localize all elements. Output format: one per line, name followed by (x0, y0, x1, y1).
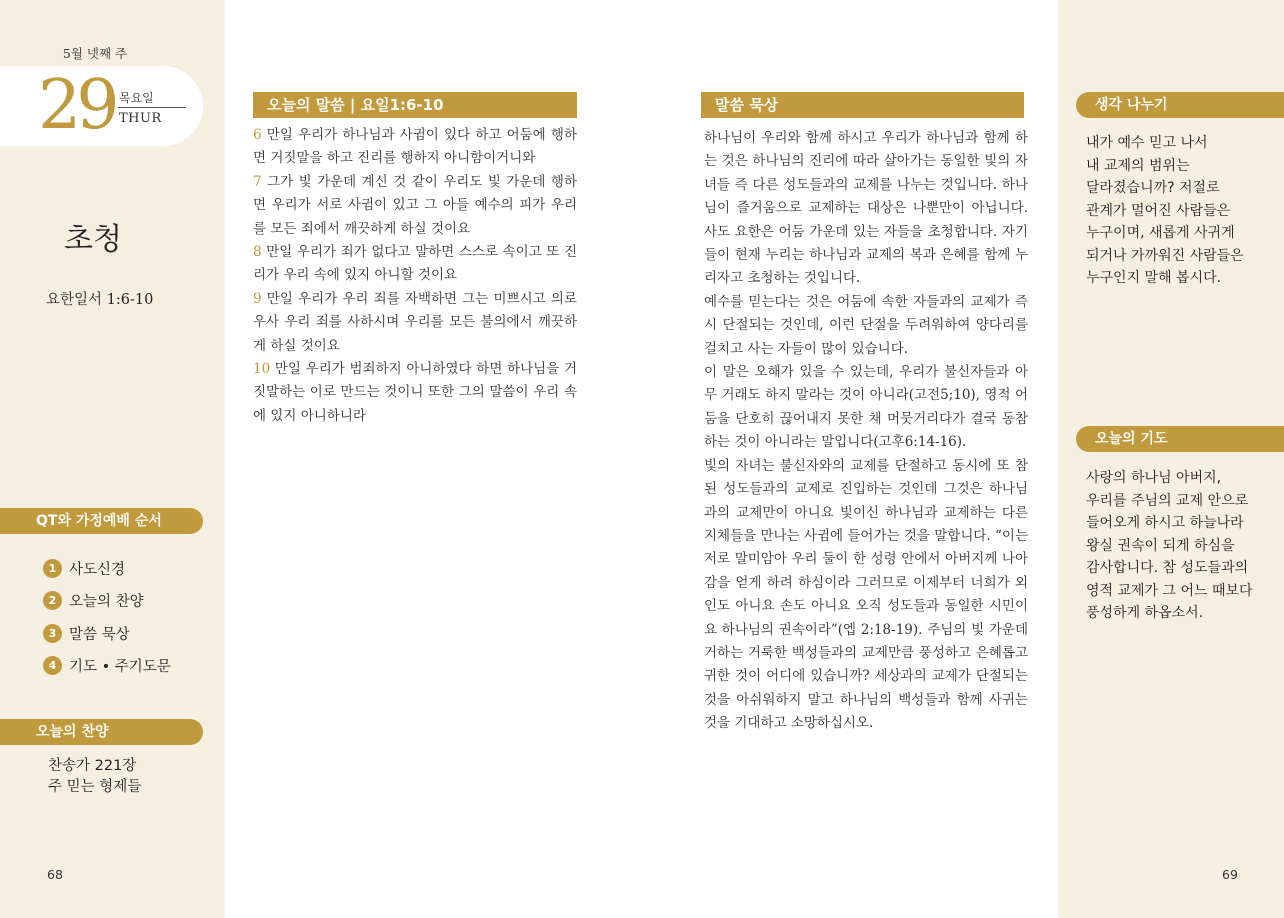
verse (253, 241, 577, 288)
hymn-header: 오늘의 찬양 (0, 719, 203, 745)
hymn-title: 주 믿는 형제들 (48, 779, 142, 795)
text-line: 들어오게 하시고 하늘나라 (1086, 515, 1244, 531)
number-badge: 2 (43, 591, 62, 610)
order-header: QT와 가정예배 순서 (0, 508, 203, 534)
text-line: 풍성하게 하옵소서. (1086, 605, 1204, 621)
verse-number: 9 (253, 290, 262, 307)
verse (253, 171, 577, 241)
number-badge: 4 (43, 656, 62, 675)
verse (253, 358, 577, 428)
page-number-left: 68 (47, 867, 63, 882)
paragraph: 빛의 자녀는 불신자와의 교제를 단절하고 동시에 또 참된 성도들과의 교제로 진입하는 것인데 그것은 하나님과의 교제만이 아니요 빛이신 하나님과 교제하는 다른 지체들을 만나는 사귐에 들어가는 것을 말합니다. “이는 저로 말미암아 우리 둘이 한 성령 안에서 아버지께 나아감을 얻게 하려 하심이라 그러므로 이제부터 너희가 외인도 아니요 손도 아니요 오직 성도들과 동일한 시민이요 하나님의 권속이라”(엡 2:18-19). 주님의 빛 가운데 거하는 거룩한 백성들과의 교제만큼 풍성하고 은혜롭고 귀한 것이 어디에 있습니까? 세상과의 교제가 단절되는 것을 아쉬워하지 말고 하나님의 백성들과 함께 사귀는 것을 기대하고 소망하십시오. (704, 457, 1028, 732)
text-line: 왕실 권속이 되게 하심을 (1086, 537, 1235, 554)
scripture-header: 오늘의 말씀 | 요일1:6-10 (253, 92, 577, 118)
scripture-text (253, 124, 577, 428)
verse-text: 만일 우리가 우리 죄를 자백하면 그는 미쁘시고 의로우사 우리 죄를 사하시며 우리를 모든 불의에서 깨끗하게 하실 것이요 (253, 290, 577, 354)
page-number-right: 69 (1222, 867, 1238, 882)
hymn-number: 찬송가 221장 (48, 758, 137, 774)
meditation-header: 말씀 묵상 (701, 92, 1024, 118)
text-line: 내 교제의 범위는 (1086, 157, 1190, 174)
list-item-label: 오늘의 찬양 (69, 594, 144, 611)
text-line: 달라졌습니까? 저절로 (1086, 180, 1220, 196)
page-title: 초청 (64, 222, 122, 257)
sharing-text (1086, 132, 1262, 290)
day-of-week-ko: 목요일 (119, 91, 154, 105)
text-line: 영적 교제가 그 어느 때보다 (1086, 582, 1253, 599)
paragraph: 이 말은 오해가 있을 수 있는데, 우리가 불신자들과 아무 거래도 하지 말라는 것이 아니라(고전5;10), 영적 어둠을 단호히 끊어내지 못한 채 머뭇거리다가 결국 동참하는 것이 아니라는 말입니다(고후6:14-16). (704, 364, 1028, 451)
number-badge: 3 (43, 624, 62, 643)
text-line: 내가 예수 믿고 나서 (1086, 135, 1208, 151)
text-line: 우리를 주님의 교제 안으로 (1086, 492, 1249, 509)
paragraph: 예수를 믿는다는 것은 어둠에 속한 자들과의 교제가 즉시 단절되는 것인데, 이런 단절을 두려워하여 양다리를 걸치고 사는 자들이 많이 있습니다. (704, 293, 1028, 357)
verse-text: 만일 우리가 범죄하지 아니하였다 하면 하나님을 거짓말하는 이로 만드는 것이니 또한 그의 말씀이 우리 속에 있지 아니하니라 (253, 361, 577, 424)
verse-text: 그가 빛 가운데 계신 것 같이 우리도 빛 가운데 행하면 우리가 서로 사귐이 있고 그 아들 예수의 피가 우리를 모든 죄에서 깨끗하게 하실 것이요 (253, 173, 577, 237)
verse (253, 124, 577, 171)
list-item (43, 585, 171, 618)
sharing-header: 생각 나누기 (1076, 92, 1284, 118)
bible-reference: 요한일서 1:6-10 (46, 292, 154, 308)
date-number: 29 (38, 66, 115, 145)
week-label: 5월 넷째 주 (62, 46, 128, 61)
text-line: 사랑의 하나님 아버지, (1086, 470, 1222, 486)
verse-number: 7 (253, 173, 262, 190)
text-line: 관계가 멀어진 사람들은 (1086, 202, 1231, 219)
number-badge: 1 (43, 559, 62, 578)
list-item-label: 말씀 묵상 (69, 626, 130, 643)
list-item (43, 650, 171, 683)
verse-text: 만일 우리가 죄가 없다고 말하면 스스로 속이고 또 진리가 우리 속에 있지 아니할 것이요 (253, 244, 577, 284)
prayer-header: 오늘의 기도 (1076, 426, 1284, 452)
meditation-text (704, 127, 1028, 736)
verse (253, 288, 577, 358)
list-item (43, 552, 171, 585)
text-line: 감사합니다. 참 성도들과의 (1086, 560, 1249, 576)
verse-number: 10 (253, 361, 271, 378)
text-line: 누구이며, 새롭게 사귀게 (1086, 225, 1235, 241)
order-list (43, 552, 171, 682)
paragraph: 하나님이 우리와 함께 하시고 우리가 하나님과 함께 하는 것은 하나님의 진리에 따라 살아가는 동일한 빛의 자녀들 즉 다른 성도들과의 교제를 나누는 것입니다. 하나님이 즐거움으로 교제하는 대상은 나뿐만이 아닙니다. 사도 요한은 어둠 가운데 있는 자들을 초청합니다. 자기들이 현재 누리는 하나님과 교제의 복과 은혜를 함께 누리자고 초청하는 것입니다. (704, 130, 1028, 287)
prayer-text (1086, 467, 1262, 625)
day-of-week-en: THUR (119, 111, 162, 126)
date-divider (118, 107, 186, 108)
list-item (43, 617, 171, 650)
list-item-label: 기도 • 주기도문 (69, 659, 171, 676)
text-line: 누구인지 말해 봅시다. (1086, 270, 1222, 286)
list-item-label: 사도신경 (69, 561, 126, 578)
verse-number: 6 (253, 127, 262, 143)
verse-text: 만일 우리가 하나님과 사귐이 있다 하고 어둠에 행하면 거짓말을 하고 진리를 행하지 아니함이거니와 (253, 127, 577, 167)
verse-number: 8 (253, 244, 262, 261)
hymn-info (48, 756, 141, 798)
text-line: 되거나 가까워진 사람들은 (1086, 247, 1244, 264)
